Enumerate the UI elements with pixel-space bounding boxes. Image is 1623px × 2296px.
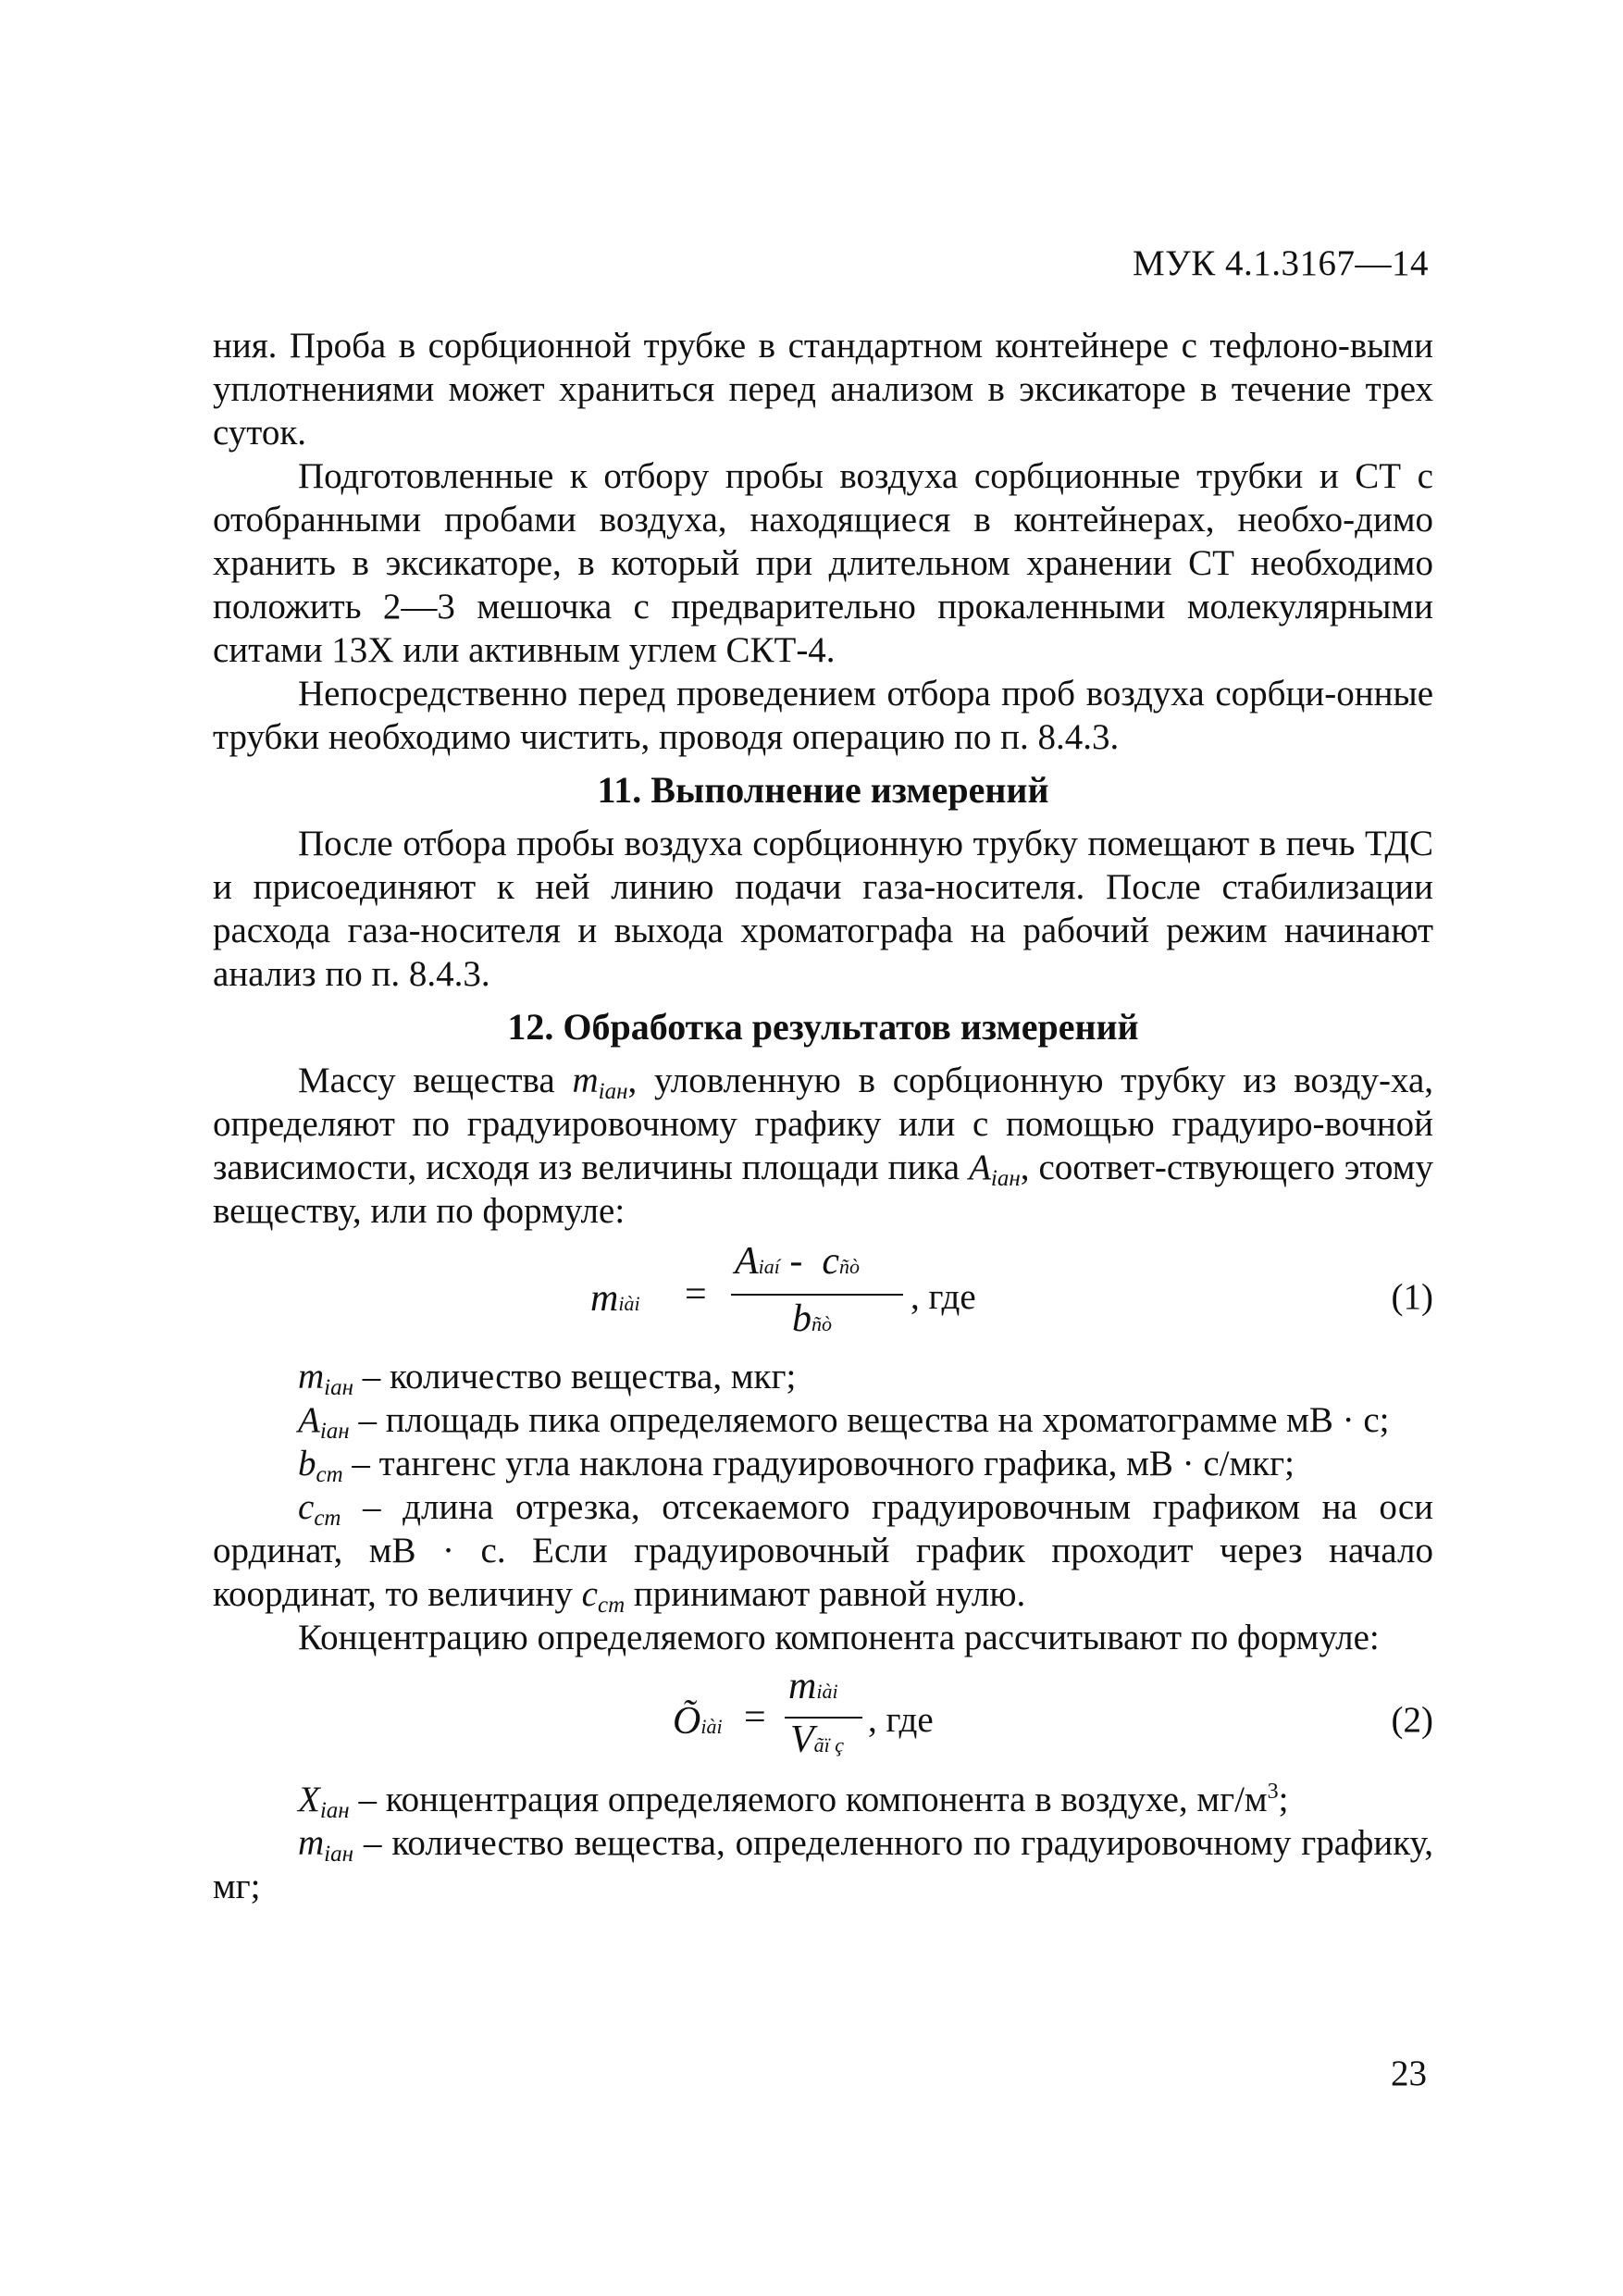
formula-2-number: (2) — [1391, 1700, 1433, 1740]
formula-1-numerator: Aiaí - cñò — [735, 1240, 861, 1283]
formula-1 — [213, 1238, 1433, 1349]
definition-c: $c_{ст}$ – длина отрезка, отсекаемого градуировочным графиком на оси ординат, мВ · с. Если градуировочный график проходит через начало координат, то величину $c_{ст}$ принимают равной нулю. — [213, 1487, 1433, 1618]
formula-2-eq: = — [744, 1696, 766, 1739]
definition-m: $m_{iан}$ – количество вещества, мкг; — [298, 1357, 797, 1400]
formula-1-tail: , где — [911, 1277, 976, 1317]
paragraph-cleaning: Непосредственно перед проведением отбора проб воздуха сорбци-онные трубки необходимо чистить, проводя операцию по п. 8.4.3. — [213, 674, 1433, 757]
formula-1-lhs: miài — [590, 1277, 640, 1320]
formula-2-numerator: miài — [788, 1665, 838, 1707]
page-content — [213, 324, 1433, 1908]
formula-1-eq: = — [685, 1273, 707, 1316]
section-11-title: 11. Выполнение измерений — [597, 769, 1049, 811]
section-12-intro: Массу вещества $m_{iан}$, уловленную в сорбционную трубку из возду-ха, определяют по градуировочному графику или с помощью градуиро-вочной зависимости, исходя из величины площади пика $A_{iан}$, соответ-ствующего этому веществу, или по формуле: — [213, 1061, 1434, 1231]
definition-a: $A_{iан}$ – площадь пика определяемого вещества на хроматограмме мВ · с; — [298, 1400, 1390, 1444]
definition-b: $b_{ст}$ – тангенс угла наклона градуировочного графика, мВ · с/мкг; — [298, 1444, 1295, 1487]
section-12-title: 12. Обработка результатов измерений — [507, 1006, 1139, 1048]
formula-2-lhs: Õiài — [673, 1700, 723, 1743]
paragraph-storage: Подготовленные к отбору пробы воздуха сорбционные трубки и СТ с отобранными пробами воздуха, находящиеся в контейнерах, необхо-димо хранить в эксикаторе, в который при длительном хранении СТ необходимо положить 2—3 мешочка с предварительно прокаленными молекулярными ситами 13Х или активным углем СКТ-4. — [213, 456, 1433, 670]
definitions-1 — [213, 1355, 1433, 1659]
doc-code-header: МУК 4.1.3167—14 — [1132, 243, 1429, 283]
definition-x: $X_{iан}$ – концентрация определяемого компонента в воздухе, $мг/м^3$; — [298, 1780, 1289, 1823]
definitions-2 — [213, 1778, 1433, 1908]
paragraph-continuation: ния. Проба в сорбционной трубке в стандартном контейнере с тефлоно-выми уплотнениями может храниться перед анализом в эксикаторе в течение трех суток. — [213, 326, 1433, 453]
formula-1-number: (1) — [1391, 1277, 1433, 1317]
definition-m-2: $m_{iан}$ – количество вещества, определенного по градуировочному графику, мг; — [213, 1823, 1433, 1906]
formula-2 — [213, 1665, 1433, 1772]
page-number: 23 — [1391, 2054, 1427, 2093]
formula-2-denominator: Vãï ç — [790, 1719, 845, 1761]
formula-1-denominator: bñò — [792, 1297, 832, 1340]
formula-1-fraction-bar — [731, 1294, 903, 1296]
concentration-intro: Концентрацию определяемого компонента рассчитывают по формуле: — [298, 1618, 1380, 1657]
formula-2-tail: , где — [868, 1700, 934, 1740]
section-11-text: После отбора пробы воздуха сорбционную трубку помещают в печь ТДС и присоединяют к ней линию подачи газа-носителя. После стабилизации расхода газа-носителя и выхода хроматографа на рабочий режим начинают анализ по п. 8.4.3. — [213, 824, 1433, 994]
